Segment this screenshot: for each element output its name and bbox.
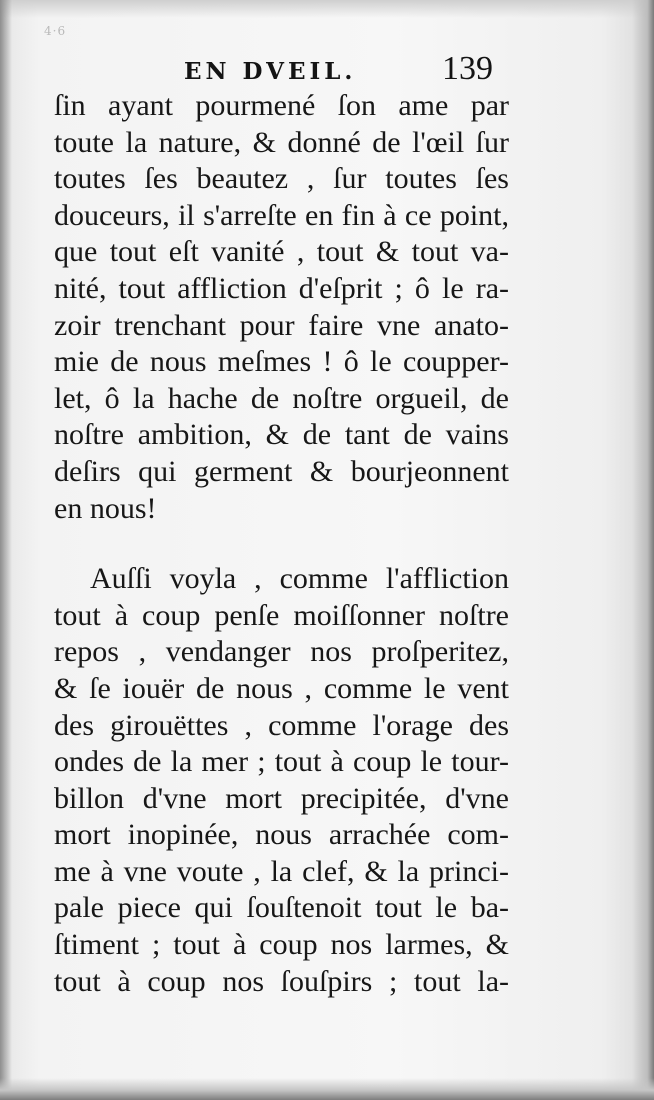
text-line: ſtiment ; tout à coup nos larmes, & xyxy=(54,928,509,962)
text-line: tout à coup nos ſouſpirs ; tout la- xyxy=(54,964,509,998)
page-bottom-shadow xyxy=(0,1078,654,1100)
page-right-shadow xyxy=(632,0,654,1100)
text-line: tout à coup penſe moiſſonner noſtre xyxy=(54,598,509,632)
text-line: en nous! xyxy=(54,491,157,525)
text-line: let, ô la hache de noſtre orgueil, de xyxy=(54,381,509,415)
page-left-shadow xyxy=(0,0,12,1100)
text-line: pale piece qui ſouſtenoit tout le ba- xyxy=(54,891,509,925)
page-number: 139 xyxy=(442,50,493,87)
text-line: toute la nature, & donné de l'œil ſur xyxy=(54,125,509,159)
text-line: des girouëttes , comme l'orage des xyxy=(54,708,509,742)
text-line: toutes ſes beautez , ſur toutes ſes xyxy=(54,162,509,196)
text-line: billon d'vne mort precipitée, d'vne xyxy=(54,781,509,815)
text-line: nité, tout affliction d'eſprit ; ô le ra- xyxy=(54,271,509,305)
text-line: repos , vendanger nos proſperitez, xyxy=(54,635,509,669)
corner-ink-mark: 4·6 xyxy=(44,24,67,38)
text-line: & ſe iouër de nous , comme le vent xyxy=(54,671,509,705)
text-line: ſin ayant pourmené ſon ame par xyxy=(54,89,509,122)
text-line: que tout eſt vanité , tout & tout va- xyxy=(54,235,509,269)
text-line: zoir trenchant pour faire vne anato- xyxy=(54,308,509,342)
running-head-title: EN DVEIL. xyxy=(184,58,357,85)
text-line: mort inopinée, nous arrachée com- xyxy=(54,818,509,852)
text-line: me à vne voute , la clef, & la princi- xyxy=(54,854,509,888)
text-line: deſirs qui germent & bourjeonnent xyxy=(54,454,509,488)
text-line: noſtre ambition, & de tant de vains xyxy=(54,418,509,452)
page-top-shadow xyxy=(0,0,654,18)
paragraph-1 xyxy=(54,88,509,527)
text-line: mie de nous meſmes ! ô le coupper- xyxy=(54,345,509,379)
text-line: ondes de la mer ; tout à coup le tour- xyxy=(54,745,509,779)
text-line: Auſſi voyla , comme l'affliction xyxy=(90,562,509,596)
paragraph-2 xyxy=(54,561,509,1000)
paragraph-gap xyxy=(54,527,509,561)
body-text xyxy=(54,88,509,1000)
text-line: douceurs, il s'arreſte en fin à ce point, xyxy=(54,198,509,232)
